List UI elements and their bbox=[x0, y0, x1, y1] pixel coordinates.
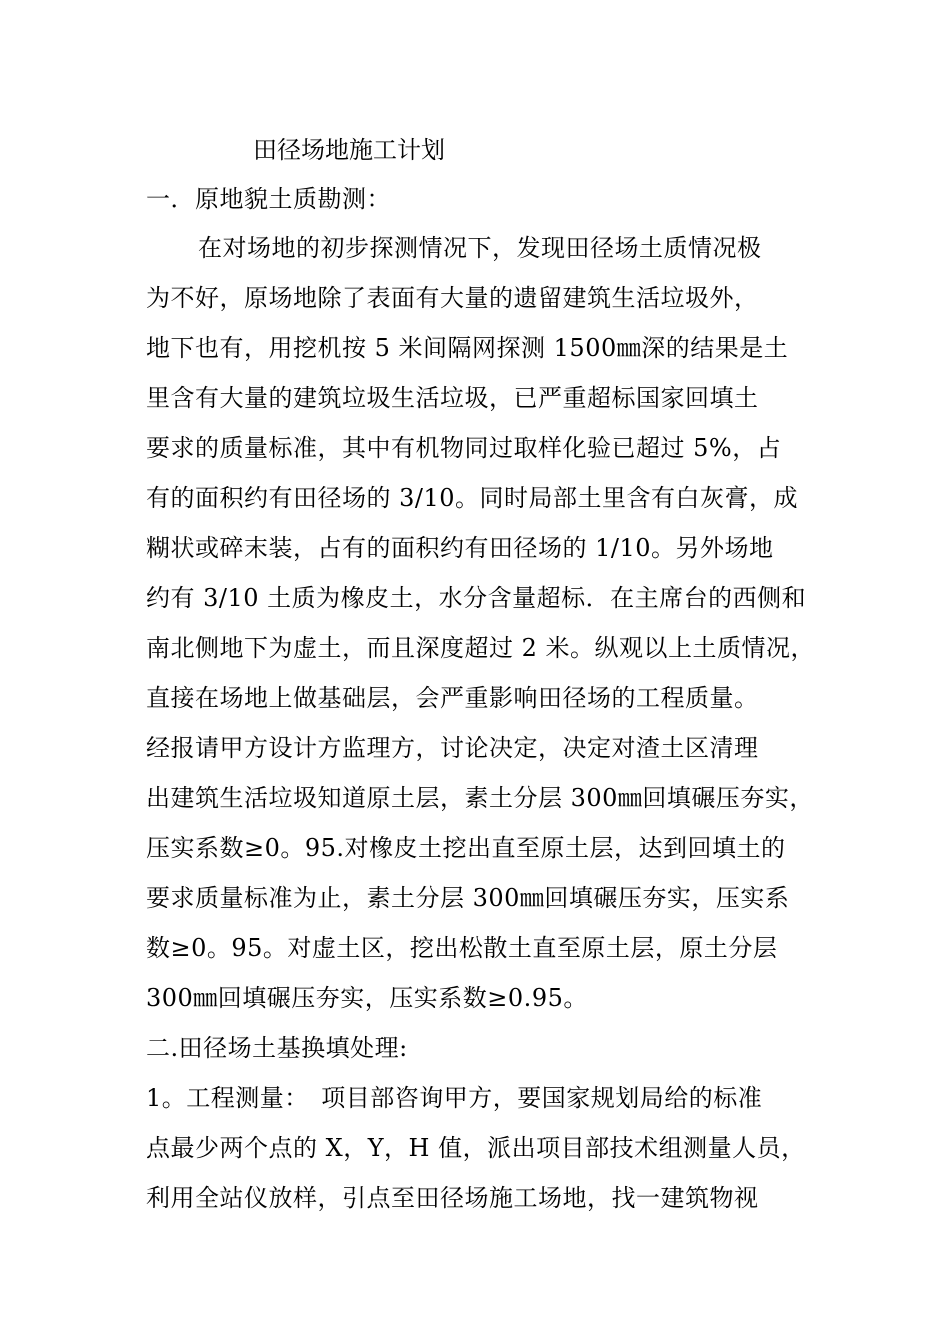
paragraph-line: 地下也有，用挖机按 5 米间隔网探测 1500㎜深的结果是土 bbox=[146, 334, 789, 362]
paragraph-line: 出建筑生活垃圾知道原土层，素土分层 300㎜回填碾压夯实， bbox=[146, 784, 814, 812]
paragraph-line: 300㎜回填碾压夯实，压实系数≥0.95。 bbox=[146, 984, 588, 1012]
paragraph-line: 利用全站仪放样，引点至田径场施工场地，找一建筑物视 bbox=[146, 1184, 759, 1212]
section-heading-2: 二.田径场土基换填处理: bbox=[146, 1034, 408, 1062]
document-title: 田径场地施工计划 bbox=[253, 136, 445, 164]
paragraph-line: 约有 3/10 土质为橡皮土，水分含量超标．在主席台的西侧和 bbox=[146, 584, 807, 612]
paragraph-line: 南北侧地下为虚土，而且深度超过 2 米。纵观以上土质情况， bbox=[146, 634, 816, 662]
paragraph-line: 要求质量标准为止，素土分层 300㎜回填碾压夯实，压实系 bbox=[146, 884, 790, 912]
paragraph-line: 数≥0。95。对虚土区，挖出松散土直至原土层，原土分层 bbox=[146, 934, 778, 962]
paragraph-line: 为不好，原场地除了表面有大量的遗留建筑生活垃圾外， bbox=[146, 284, 759, 312]
paragraph-line: 糊状或碎末装，占有的面积约有田径场的 1/10。另外场地 bbox=[146, 534, 774, 562]
paragraph-line: 里含有大量的建筑垃圾生活垃圾，已严重超标国家回填土 bbox=[146, 384, 759, 412]
paragraph-line: 压实系数≥0。95.对橡皮土挖出直至原土层，达到回填土的 bbox=[146, 834, 786, 862]
paragraph-line: 1。工程测量： 项目部咨询甲方，要国家规划局给的标准 bbox=[146, 1084, 763, 1112]
paragraph-line: 要求的质量标准，其中有机物同过取样化验已超过 5%，占 bbox=[146, 434, 782, 462]
section-heading-1: 一．原地貌土质勘测： bbox=[146, 185, 391, 213]
paragraph-line: 有的面积约有田径场的 3/10。同时局部土里含有白灰膏，成 bbox=[146, 484, 799, 512]
paragraph-line: 在对场地的初步探测情况下，发现田径场土质情况极 bbox=[198, 234, 762, 262]
paragraph-line: 点最少两个点的 X，Y，H 值，派出项目部技术组测量人员， bbox=[146, 1134, 806, 1162]
paragraph-line: 直接在场地上做基础层，会严重影响田径场的工程质量。 bbox=[146, 684, 759, 712]
paragraph-line: 经报请甲方设计方监理方，讨论决定，决定对渣土区清理 bbox=[146, 734, 759, 762]
